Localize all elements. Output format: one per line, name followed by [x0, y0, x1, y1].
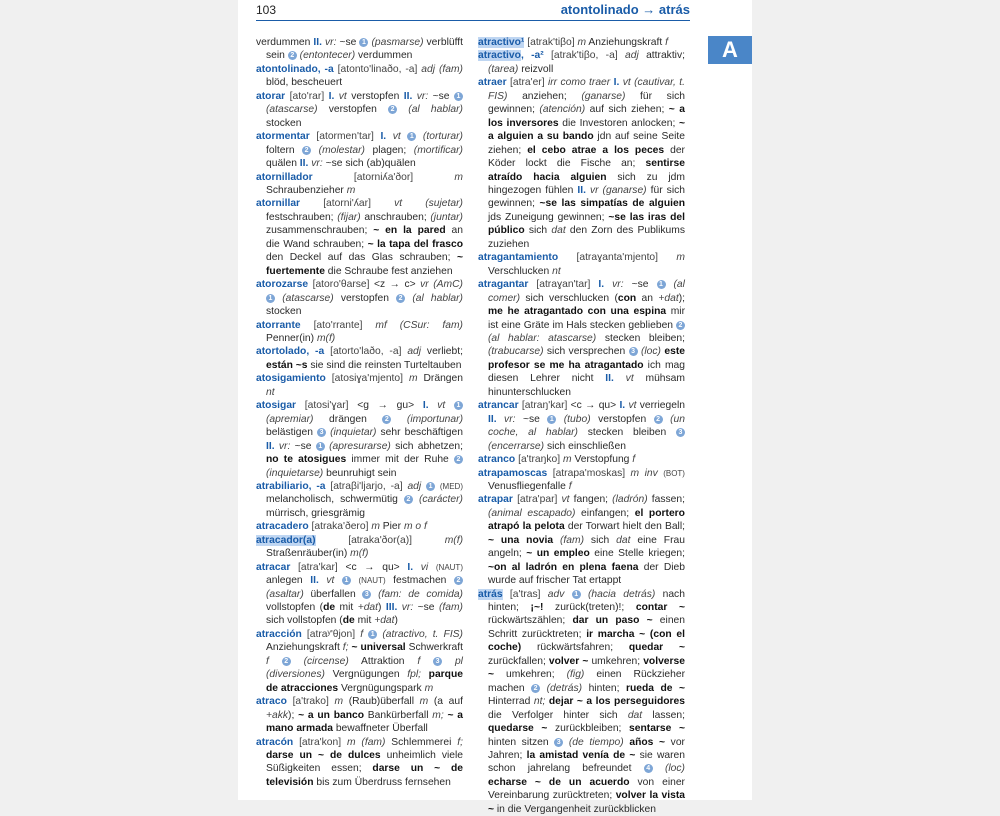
grammar-label: (inquietar) [330, 427, 377, 439]
sense-number-icon: 1 [426, 482, 435, 491]
example-phrase: ~ a un banco [298, 709, 365, 721]
dictionary-entry: atortolado, -a [atorto'laðo, -a] adj verliebt; están ~s sie sind die reinsten Turteltauben [256, 346, 463, 371]
example-phrase: están ~s [266, 359, 308, 371]
sense-number-icon: 2 [676, 321, 685, 330]
example-phrase: la amistad venía de ~ [526, 750, 636, 762]
grammar-label: mf (CSur: fam) [375, 319, 463, 331]
grammar-label: m [563, 454, 572, 466]
dictionary-entry: atrás [a'tras] adv 1 (hacia detrás) nach hinten; ¡~! zurück(treten)!; contar ~ rückwärtszählen; dar un paso ~ einen Schritt zurücktreten; ir marcha ~ (con el coche) rückwärtsfahren; quedar ~ zurückfallen; volver ~ umkehren; volverse ~ umkehren; (fig) einen Rückzieher machen 2 (detrás) hinten; rueda de ~ Hinterrad nt; dejar ~ a los perseguidores die Verfolger hinter sich dat lassen; quedarse ~ zurückbleiben; sentarse ~ hinten sitzen 3 (de tiempo) años ~ vor Jahren; la amistad venía de ~ sie waren schon jahrelang befreundet 4 (loc) echarse ~ de un acuerdo von einer Vereinbarung zurücktreten; volver la vista ~ in die Vergangenheit zurückblicken [478, 588, 686, 815]
example-phrase: ~ fuertemente [266, 252, 463, 277]
example-phrase: sentirse atraído hacia alguien [488, 158, 685, 183]
headword: atrapamoscas [478, 467, 548, 479]
grammar-label: (apremiar) [266, 413, 314, 425]
dictionary-entry: atractivo, -a² [atrak'tiβo, -a] adj attraktiv; (tarea) reizvoll [478, 50, 685, 75]
sense-number-icon: 4 [644, 764, 653, 773]
headword: atormentar [256, 131, 310, 143]
example-phrase: darse un ~ de televisión [266, 763, 464, 788]
sense-number-icon: 1 [572, 590, 581, 599]
pronunciation: [atraka'ðero] [311, 521, 369, 533]
headword: atragantar [478, 279, 529, 291]
headword-highlighted: atracador(a) [256, 534, 316, 546]
sense-number-icon: 2 [654, 415, 663, 424]
sense-number-icon: 2 [531, 684, 540, 693]
grammar-label: adj [407, 480, 422, 492]
grammar-label: dat [616, 534, 631, 546]
grammar-label: dat [551, 225, 566, 237]
sense-number-icon: 1 [266, 294, 275, 303]
sense-number-icon: 1 [316, 442, 325, 451]
example-phrase: ~ la tapa del frasco [367, 238, 463, 250]
grammar-label: vi [420, 561, 429, 573]
example-phrase: ~ una novia [488, 534, 554, 546]
sense-roman-numeral: II. [488, 413, 497, 425]
grammar-label: m (fam) [346, 736, 386, 748]
sense-roman-numeral: I. [598, 279, 605, 291]
grammar-label: vr: [311, 158, 323, 170]
dictionary-entry: atrabiliario, -a [atraβi'ljarjo, -a] adj 1 (MED) melancholisch, schwermütig 2 (carácter) mürrisch, griesgrämig [256, 480, 463, 519]
grammar-label: nt [552, 265, 561, 277]
pronunciation: [ato'rrante] [313, 319, 363, 331]
grammar-label: m; [432, 709, 444, 721]
grammar-label: (ladrón) [612, 494, 648, 506]
sense-roman-numeral: I. [619, 400, 626, 412]
headword: atracón [256, 736, 294, 748]
dictionary-entry: atragantar [atraɣan'tar] I. vr: ~se 1 (al comer) sich verschlucken (con an +dat); me he atragantado con una espina mir ist eine Gräte im Hals stecken geblieben 2 (al hablar: atascarse) stecken bleiben; (trabucarse) sich versprechen 3 (loc) este profesor se me ha atragantado ich mag diesen Lehrer nicht II. vt mühsam hinunterschlucken [478, 279, 685, 398]
example-phrase: parque de atracciones [266, 669, 463, 694]
example-phrase: ~ universal [351, 642, 406, 654]
sense-number-icon: 2 [454, 455, 463, 464]
sense-number-icon: 2 [302, 146, 311, 155]
grammar-label: (encerrarse) [488, 440, 545, 452]
headword: atrancar [478, 400, 519, 412]
sense-roman-numeral: II. [577, 184, 586, 196]
pronunciation: [atra'er] [510, 77, 545, 89]
dictionary-entry: atraco [a'trako] m (Raub)überfall m (a auf +akk); ~ a un banco Bankürberfall m; ~ a mano armada bewaffneter Überfall [256, 696, 463, 735]
example-phrase: dejar ~ a los perseguidores [548, 696, 685, 708]
pronunciation: [atra'kon] [299, 736, 342, 748]
pronunciation: [a'tras] [509, 588, 541, 600]
sense-roman-numeral: I. [380, 131, 387, 143]
sense-number-icon: 2 [404, 495, 413, 504]
pronunciation: [atosi'ɣar] [304, 400, 349, 412]
example-phrase: ~ a los inversores [488, 104, 685, 129]
dictionary-entry: atracón [atra'kon] m (fam) Schlemmerei f; darse un ~ de dulces unheimlich viele Süßigkeiten essen; darse un ~ de televisión bis zum Überdruss fernsehen [256, 736, 464, 788]
grammar-label: (carácter) [418, 494, 463, 506]
sense-roman-numeral: I. [613, 77, 620, 89]
dictionary-entry: atragantamiento [atraɣanta'mjento] m Verschlucken nt [478, 252, 685, 277]
grammar-label: (fam: de comida) [378, 588, 463, 600]
pronunciation: [atra'kar] [298, 561, 338, 573]
headword: atragantamiento [478, 252, 559, 264]
subject-label: (MED) [439, 481, 463, 491]
right-column [478, 36, 685, 816]
headword: atracar [256, 561, 291, 573]
pronunciation: [atraka'ðor(a)] [348, 534, 412, 546]
headword: atraco [256, 696, 287, 708]
grammar-label: (loc) [664, 763, 685, 775]
example-phrase: ~on al ladrón en plena faena [488, 561, 639, 573]
dictionary-entry: atosigar [atosi'ɣar] <g → gu> I. vt 1 (apremiar) drängen 2 (importunar) belästigen 3 (inquietar) sehr beschäftigen II. vr: ~se 1 (apresurarse) sich abhetzen; no te atosigues immer mit der Ruhe 2 (inquietarse) beunruhigt sein [256, 400, 463, 479]
grammar-label: m [577, 37, 587, 48]
grammar-label: (trabucarse) [488, 346, 544, 358]
pronunciation: [atoro'θarse] [312, 279, 370, 291]
sense-roman-numeral: I. [328, 90, 335, 102]
grammar-label: vr: [416, 90, 429, 102]
grammar-label: fpl; [407, 669, 421, 681]
grammar-label: vt [394, 198, 403, 210]
grammar-label: (inquietarse) [266, 467, 324, 479]
example-phrase: el portero atrapó la pelota [488, 507, 685, 533]
example-phrase: ~ a mano armada [266, 709, 463, 735]
sense-roman-numeral: II. [605, 373, 614, 385]
sense-number-icon: 3 [629, 347, 638, 356]
grammar-label: adv [547, 588, 565, 600]
grammar-label: vr: [278, 440, 291, 452]
dictionary-entry: atracción [atraʸ'θjon] f 1 (atractivo, t. FIS) Anziehungskraft f; ~ universal Schwerkraft f 2 (circense) Attraktion f 3 pl (diversiones) Vergnügungen fpl; parque de atracciones Vergnügungspark m [256, 628, 463, 694]
page-number: 103 [256, 3, 277, 17]
sense-number-icon: 1 [454, 401, 463, 410]
pronunciation: [atormen'tar] [316, 131, 374, 143]
grammar-label: +akk [266, 709, 289, 721]
dictionary-entry: atrancar [atraŋ'kar] <c → qu> I. vt verriegeln II. vr: ~se 1 (tubo) verstopfen 2 (un coche, al hablar) stecken bleiben 3 (encerrarse) sich einschließen [478, 400, 685, 452]
grammar-label: (tubo) [563, 413, 591, 425]
pronunciation: [atonto'linaðo, -a] [337, 63, 418, 75]
example-phrase: el cebo atrae a los peces [527, 144, 665, 156]
grammar-label: (entontecer) [299, 50, 356, 62]
grammar-label: (asaltar) [266, 588, 304, 600]
sense-roman-numeral: II. [299, 158, 309, 170]
example-phrase: darse un ~ de dulces [266, 750, 381, 762]
example-phrase: echarse ~ de un acuerdo [488, 776, 630, 788]
grammar-label: (fam) [559, 534, 585, 546]
headword: atornillar [256, 198, 301, 210]
sense-roman-numeral: II. [266, 440, 275, 452]
headword: atortolado, -a [256, 346, 325, 358]
dictionary-entry: atracadero [atraka'ðero] m Pier m o f [256, 521, 427, 533]
example-phrase: ~ en la pared [373, 225, 446, 237]
sense-number-icon: 2 [388, 105, 397, 114]
grammar-label: pl (diversiones) [266, 655, 463, 681]
example-phrase: ~se las simpatías de alguien [539, 198, 685, 210]
grammar-label: vt [392, 131, 401, 143]
grammar-label: f [568, 480, 572, 492]
grammar-label: vr: [504, 413, 516, 425]
grammar-label: vt [561, 494, 570, 506]
pronunciation: [atrak'tiβo, -a] [551, 50, 618, 62]
grammar-label: m [408, 373, 418, 385]
headword: atorrante [256, 319, 301, 331]
sense-number-icon: 3 [554, 738, 563, 747]
grammar-label: m inv [630, 467, 658, 479]
grammar-label: dat [627, 709, 643, 721]
pronunciation: [atorni'ʎar] [323, 198, 371, 210]
grammar-label: (pasmarse) [371, 37, 424, 48]
sense-roman-numeral: II. [403, 90, 413, 102]
grammar-label: f; [457, 736, 463, 748]
headword: atrabiliario, -a [256, 480, 326, 492]
grammar-label: +dat [658, 292, 679, 304]
dictionary-entry: atrapamoscas [atrapa'moskas] m inv (BOT) Venusfliegenfalle f [478, 467, 685, 492]
example-phrase: este profesor se me ha atragantado [488, 346, 685, 371]
grammar-label: adj (fam) [421, 63, 463, 75]
grammar-label: nt; [533, 696, 546, 708]
grammar-label: (detrás) [546, 682, 583, 694]
grammar-label: vt [326, 575, 335, 587]
grammar-label: (al comer) [488, 279, 685, 304]
grammar-label: (loc) [640, 346, 661, 358]
pronunciation: [atraβi'ljarjo, -a] [330, 480, 403, 492]
grammar-label: (sujetar) [425, 198, 463, 210]
headword: atosigamiento [256, 373, 326, 385]
example-phrase: ~ a alguien a su bando [488, 117, 686, 143]
grammar-label: f [665, 37, 668, 48]
example-phrase: rueda de ~ [625, 682, 685, 694]
grammar-label: (un coche, al hablar) [488, 413, 685, 439]
sense-number-icon: 3 [676, 428, 685, 437]
grammar-label: m(f) [444, 534, 463, 546]
grammar-label: (al hablar) [408, 104, 463, 116]
pronunciation: [atraɣanta'mjento] [576, 252, 659, 264]
grammar-label: (atascarse) [266, 104, 318, 116]
grammar-label: m [334, 696, 344, 708]
dictionary-page [238, 0, 752, 815]
subject-label: (NAUT) [358, 576, 386, 586]
grammar-label: (importunar) [406, 413, 463, 425]
grammar-label: m [419, 696, 429, 708]
sense-number-icon: 1 [342, 576, 351, 585]
grammar-label: vr (ganarse) [589, 184, 647, 196]
pronunciation: [atosiɣa'mjento] [331, 373, 403, 385]
grammar-label: vt (cautivar, t. FIS) [488, 77, 685, 102]
sense-number-icon: 2 [282, 657, 291, 666]
grammar-label: m [346, 184, 356, 196]
sense-roman-numeral: II. [310, 575, 319, 587]
example-phrase: de [342, 615, 355, 627]
grammar-label: adj [407, 346, 422, 358]
pronunciation: [atrapa'moskas] [552, 467, 626, 479]
grammar-label: f; [342, 642, 349, 654]
grammar-label: vr: [325, 37, 337, 48]
grammar-label: m [371, 521, 380, 533]
pronunciation: [atraŋ'kar] [521, 400, 568, 412]
example-phrase: de [323, 602, 336, 614]
grammar-label: m(f) [316, 332, 336, 344]
grammar-label: nt [266, 386, 275, 398]
sense-number-icon: 2 [454, 576, 463, 585]
sense-number-icon: 2 [396, 294, 405, 303]
example-phrase: dar un paso ~ [572, 615, 653, 627]
sense-number-icon: 3 [317, 428, 326, 437]
pronunciation: [atraɣan'tar] [536, 279, 591, 291]
headword-highlighted: atractivo¹ [478, 37, 525, 48]
sense-number-icon: 1 [547, 415, 556, 424]
grammar-label: (fig) [566, 669, 585, 681]
grammar-label: m [676, 252, 685, 264]
example-phrase: ~se las iras del público [488, 211, 686, 237]
grammar-label: (apresurarse) [329, 440, 391, 452]
headword: , -a² [520, 50, 544, 62]
grammar-label: irr como traer [547, 77, 611, 89]
headword-highlighted: atractivo [478, 50, 521, 62]
grammar-label: f [632, 454, 636, 466]
example-phrase: ir marcha ~ (con el coche) [488, 628, 685, 654]
example-phrase: volverse ~ [488, 655, 685, 681]
pronunciation: [atraʸ'θjon] [306, 628, 356, 640]
grammar-label: (ganarse) [581, 90, 626, 102]
grammar-label: (atascarse) [282, 292, 334, 304]
example-phrase: ¡~! [530, 602, 544, 614]
sense-number-icon: 3 [362, 590, 371, 599]
grammar-label: vt [338, 90, 347, 102]
example-phrase: no te atosigues [266, 454, 347, 466]
dictionary-entry: atosigamiento [atosiɣa'mjento] m Drängen nt [256, 373, 463, 398]
pronunciation: [atorto'laðo, -a] [330, 346, 402, 358]
example-phrase: me he atragantado con una espina [488, 306, 667, 318]
dictionary-entry: atorrante [ato'rrante] mf (CSur: fam) Penner(in) m(f) [256, 319, 463, 344]
grammar-label: (mortificar) [413, 144, 463, 156]
grammar-label: f [266, 655, 269, 667]
grammar-label: (juntar) [430, 211, 463, 223]
dictionary-entry: atorozarse [atoro'θarse] <z → c> vr (AmC) 1 (atascarse) verstopfen 2 (al hablar) stocken [256, 279, 463, 318]
grammar-label: (tarea) [488, 63, 519, 75]
grammar-label: (atención) [539, 104, 586, 116]
grammar-label: m o f [403, 521, 427, 533]
headword: atranco [478, 454, 516, 466]
pronunciation: [ato'rar] [289, 90, 325, 102]
grammar-label: vt [437, 400, 446, 412]
sense-number-icon: 1 [454, 92, 463, 101]
headword: atracadero [256, 521, 309, 533]
dictionary-entry: atornillar [atorni'ʎar] vt (sujetar) festschrauben; (fijar) anschrauben; (juntar) zusammenschrauben; ~ en la pared an die Wand schrauben; ~ la tapa del frasco den Deckel auf das Glas schrauben; ~ fuertemente die Schraube fest anziehen [256, 198, 463, 277]
pronunciation: [atrak'tiβo] [527, 37, 575, 48]
grammar-label: vt [628, 400, 637, 412]
grammar-label: (hacia detrás) [587, 588, 656, 600]
headword: atontolinado, -a [256, 63, 334, 75]
example-phrase: sentarse ~ [629, 723, 685, 735]
sense-number-icon: 1 [359, 38, 368, 47]
grammar-label: (fijar) [337, 211, 361, 223]
grammar-label: (atractivo, t. FIS) [382, 628, 463, 640]
pronunciation: [atorniʎa'ðor] [353, 171, 414, 183]
subject-label: (NAUT) [435, 562, 463, 572]
header-rule [256, 20, 690, 21]
dictionary-entry: atraer [atra'er] irr como traer I. vt (cautivar, t. FIS) anziehen; (ganarse) für sich gewinnen; (atención) auf sich ziehen; ~ a los inversores die Investoren anlocken; ~ a alguien a su bando jdn auf seine Seite ziehen; el cebo atrae a los peces der Köder lockt die Fische an; sentirse atraído hacia alguien sich zu jdm hingezogen fühlen II. vr (ganarse) für sich gewinnen; ~se las simpatías de alguien jds Zuneigung gewinnen; ~se las iras del público sich dat den Zorn des Publikums zuziehen [478, 77, 686, 250]
left-column [256, 36, 463, 789]
grammar-label: (de tiempo) [568, 736, 624, 748]
example-phrase: quedarse ~ [488, 723, 548, 735]
grammar-label: adj [625, 50, 639, 62]
pronunciation: [a'trako] [292, 696, 329, 708]
sense-number-icon: 1 [368, 630, 377, 639]
pronunciation: [atra'par] [517, 494, 558, 506]
grammar-label: (torturar) [422, 131, 463, 143]
dictionary-entry: atracar [atra'kar] <c → qu> I. vi (NAUT) anlegen II. vt 1 (NAUT) festmachen 2 (asaltar) überfallen 3 (fam: de comida) vollstopfen (de mit +dat) III. vr: ~se (fam) sich vollstopfen (de mit +dat) [256, 561, 463, 627]
example-phrase: años ~ [629, 736, 666, 748]
grammar-label: +dat [357, 602, 379, 614]
dictionary-entry: atorar [ato'rar] I. vt verstopfen II. vr: ~se 1 (atascarse) verstopfen 2 (al hablar) stocken [256, 90, 463, 129]
sense-number-icon: 1 [657, 280, 666, 289]
dictionary-entry: atormentar [atormen'tar] I. vt 1 (torturar) foltern 2 (molestar) plagen; (mortificar) quälen II. vr: ~se sich (ab)quälen [256, 131, 463, 170]
sense-roman-numeral: III. [385, 602, 398, 614]
dictionary-entry: atractivo¹ [atrak'tiβo] m Anziehungskraft f [478, 37, 668, 48]
sense-number-icon: 2 [288, 51, 297, 60]
sense-number-icon: 3 [433, 657, 442, 666]
grammar-label: f [360, 628, 364, 640]
pronunciation: [a'traŋko] [518, 454, 561, 466]
example-phrase: contar ~ [635, 602, 686, 614]
grammar-label: (molestar) [318, 144, 365, 156]
grammar-label: vr (AmC) [420, 279, 463, 291]
grammar-label: m(f) [350, 548, 369, 560]
subject-label: (BOT) [663, 468, 685, 478]
grammar-label: (animal escapado) [488, 507, 576, 519]
grammar-label: m [454, 171, 463, 183]
dictionary-entry: atranco [a'traŋko] m Verstopfung f [478, 454, 636, 466]
grammar-label: (al hablar) [412, 292, 463, 304]
grammar-label: (fam) [438, 602, 463, 614]
dictionary-entry: atracador(a) [atraka'ðor(a)] m(f) Straßenräuber(in) m(f) [256, 534, 463, 560]
example-phrase: volver ~ [548, 655, 589, 667]
example-phrase: volver la vista ~ [488, 790, 685, 815]
grammar-label: f [417, 655, 421, 667]
headword: atorozarse [256, 279, 309, 291]
headword: atornillador [256, 171, 313, 183]
grammar-label: vr: [401, 602, 414, 614]
headword-highlighted: atrás [478, 588, 503, 600]
sense-number-icon: 2 [382, 415, 391, 424]
headword: atosigar [256, 400, 297, 412]
grammar-label: (circense) [303, 655, 349, 667]
grammar-label: (al hablar: atascarse) [488, 332, 597, 344]
dictionary-entry: atornillador [atorniʎa'ðor] m Schraubenzieher m [256, 171, 463, 196]
example-phrase: quedar ~ [628, 642, 685, 654]
dictionary-entry: atrapar [atra'par] vt fangen; (ladrón) fassen; (animal escapado) einfangen; el portero atrapó la pelota der Torwart hielt den Ball; ~ una novia (fam) sich dat eine Frau angeln; ~ un empleo eine Stelle kriegen; ~on al ladrón en plena faena der Dieb wurde auf frischer Tat ertappt [478, 494, 685, 587]
example-phrase: con [617, 292, 637, 304]
headword: atorar [256, 90, 286, 102]
running-head: atontolinado → atrás [560, 2, 690, 17]
grammar-label: m [424, 682, 434, 694]
grammar-label: vr: [612, 279, 624, 291]
grammar-label: vt [625, 373, 634, 385]
grammar-label: +dat [374, 615, 395, 627]
sense-roman-numeral: II. [313, 37, 322, 48]
headword: atraer [478, 77, 507, 89]
thumb-index-tab: A [708, 36, 752, 64]
sense-roman-numeral: I. [422, 400, 429, 412]
dictionary-entry: atontolinado, -a [atonto'linaðo, -a] adj (fam) blöd, bescheuert [256, 63, 463, 89]
sense-number-icon: 1 [407, 132, 416, 141]
headword: atracción [256, 628, 302, 640]
example-phrase: ~ un empleo [526, 548, 590, 560]
sense-roman-numeral: I. [407, 561, 414, 573]
headword: atrapar [478, 494, 513, 506]
dictionary-entry: verdummen II. vr: ~se 1 (pasmarse) verblüfft sein 2 (entontecer) verdummen [256, 37, 463, 62]
